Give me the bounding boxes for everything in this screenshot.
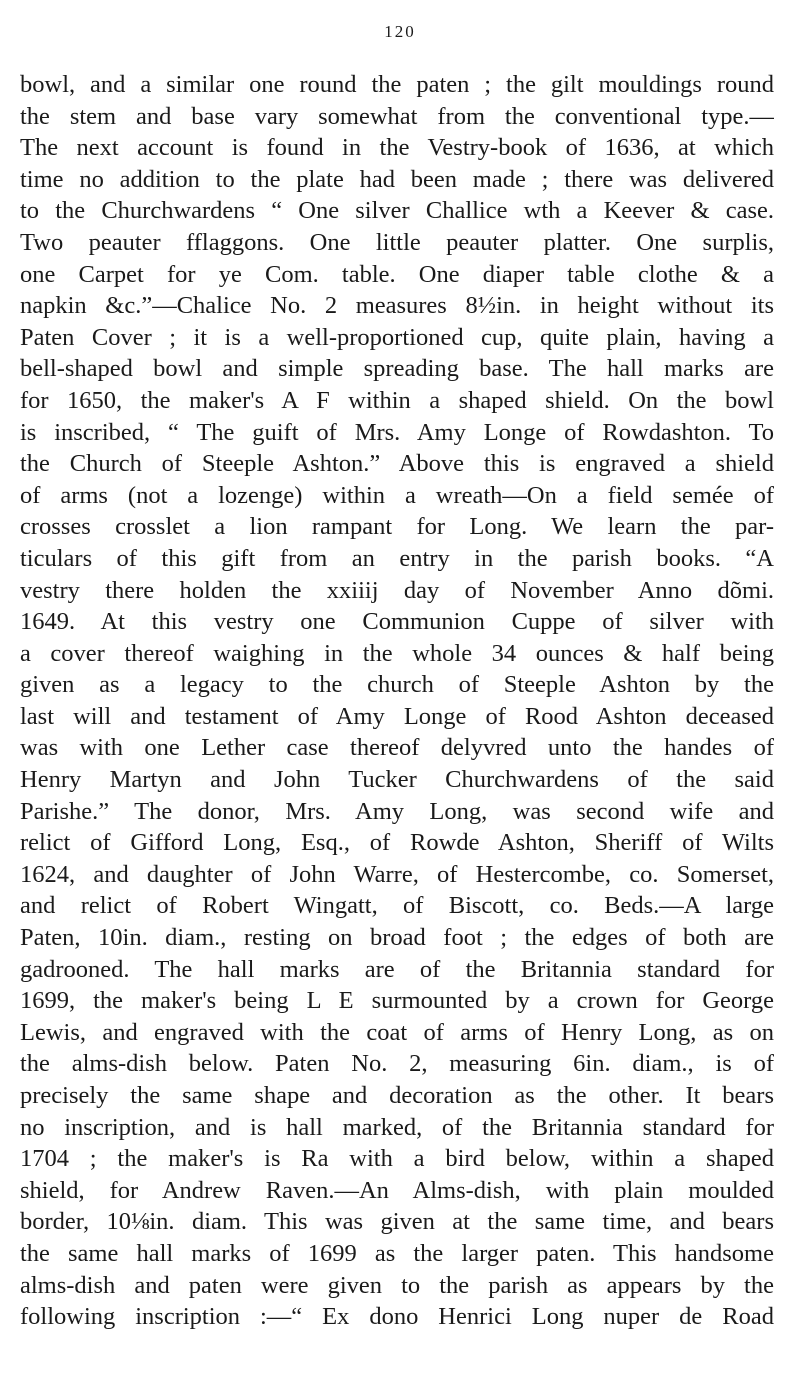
text-line: The next account is found in the Vestry-book of 1636, at which — [20, 134, 774, 162]
text-line: Paten, 10in. diam., resting on broad foot ; the edges of both are — [20, 924, 774, 952]
text-line: is inscribed, “ The guift of Mrs. Amy Longe of Rowdashton. To — [20, 418, 774, 446]
text-line: napkin &c.”—Chalice No. 2 measures 8½in. in height without its — [20, 292, 774, 320]
text-line: alms-dish and paten were given to the parish as appears by the — [20, 1271, 774, 1299]
text-line: ticulars of this gift from an entry in the parish books. “A — [20, 544, 774, 572]
text-line: last will and testament of Amy Longe of Rood Ashton deceased — [20, 702, 774, 730]
text-line: gadrooned. The hall marks are of the Britannia standard for — [20, 955, 774, 983]
text-line: border, 10⅛in. diam. This was given at the same time, and bears — [20, 1208, 774, 1236]
body-text — [20, 69, 774, 1333]
text-line: relict of Gifford Long, Esq., of Rowde Ashton, Sheriff of Wilts — [20, 829, 774, 857]
text-line: 1704 ; the maker's is Ra with a bird below, within a shaped — [20, 1145, 774, 1173]
text-line: was with one Lether case thereof delyvred unto the handes of — [20, 734, 774, 762]
page-number: 120 — [384, 22, 416, 41]
text-line: Two peauter fflaggons. One little peauter platter. One surplis, — [20, 228, 774, 256]
text-line: the stem and base vary somewhat from the conventional type.— — [20, 102, 774, 130]
text-line: Henry Martyn and John Tucker Churchwardens of the said — [20, 766, 774, 794]
text-line: bowl, and a similar one round the paten ; the gilt mouldings round — [20, 71, 774, 98]
text-line: Lewis, and engraved with the coat of arms of Henry Long, as on — [20, 1018, 774, 1046]
text-line: 1624, and daughter of John Warre, of Hestercombe, co. Somerset, — [20, 860, 774, 888]
text-line: and relict of Robert Wingatt, of Biscott, co. Beds.—A large — [20, 892, 774, 920]
text-line: of arms (not a lozenge) within a wreath—On a field semée of — [20, 481, 774, 509]
text-line: to the Churchwardens “ One silver Challice wth a Keever & case. — [20, 197, 774, 225]
text-line: one Carpet for ye Com. table. One diaper table clothe & a — [20, 260, 774, 288]
text-line: the same hall marks of 1699 as the larger paten. This handsome — [20, 1239, 774, 1267]
text-line: bell-shaped bowl and simple spreading base. The hall marks are — [20, 355, 774, 383]
text-line: time no addition to the plate had been made ; there was delivered — [20, 165, 774, 193]
text-line: no inscription, and is hall marked, of the Britannia standard for — [20, 1113, 774, 1141]
text-line: given as a legacy to the church of Steeple Ashton by the — [20, 671, 774, 699]
text-line: Paten Cover ; it is a well-proportioned cup, quite plain, having a — [20, 323, 774, 351]
text-line: the Church of Steeple Ashton.” Above this is engraved a shield — [20, 450, 774, 478]
text-line: Parishe.” The donor, Mrs. Amy Long, was second wife and — [20, 797, 774, 825]
text-line: crosses crosslet a lion rampant for Long. We learn the par- — [20, 513, 774, 541]
text-line: shield, for Andrew Raven.—An Alms-dish, with plain moulded — [20, 1176, 774, 1204]
text-line: following inscription :—“ Ex dono Henrici Long nuper de Road — [20, 1303, 774, 1331]
text-line: the alms-dish below. Paten No. 2, measuring 6in. diam., is of — [20, 1050, 774, 1078]
text-line: precisely the same shape and decoration as the other. It bears — [20, 1082, 774, 1109]
text-line: a cover thereof waighing in the whole 34 ounces & half being — [20, 639, 774, 667]
text-line: vestry there holden the xxiiij day of November Anno dõmi. — [20, 576, 774, 604]
text-line: 1649. At this vestry one Communion Cuppe of silver with — [20, 608, 774, 636]
text-line: for 1650, the maker's A F within a shaped shield. On the bowl — [20, 386, 774, 414]
text-line: 1699, the maker's being L E surmounted by a crown for George — [20, 987, 774, 1015]
